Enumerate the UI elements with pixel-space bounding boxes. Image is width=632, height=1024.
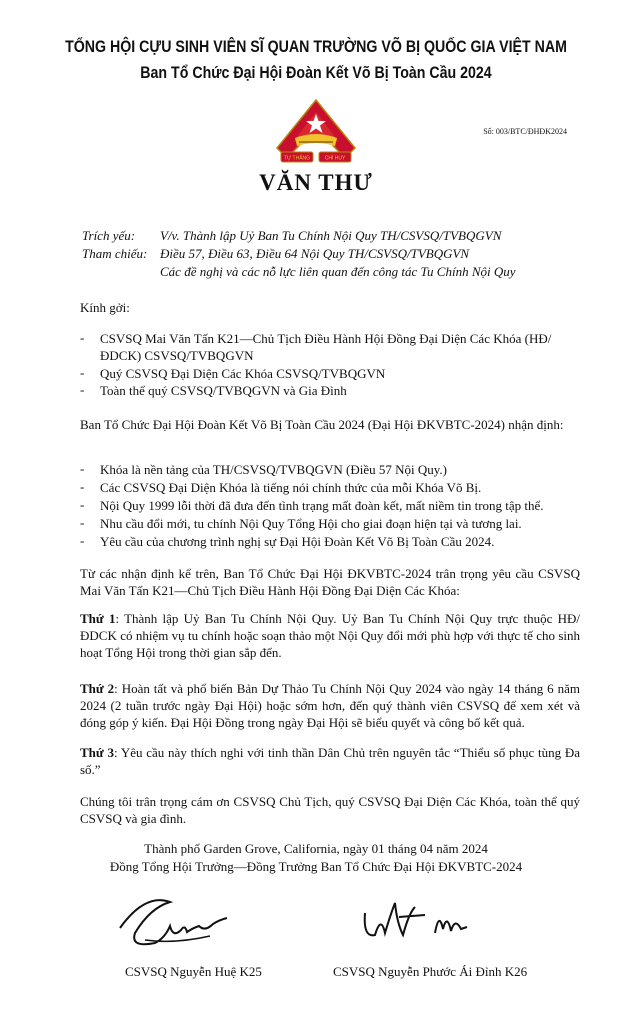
item-1-text: : Thành lập Uỷ Ban Tu Chính Nội Quy. Uỷ Ban Tu Chính Nội Quy trực thuộc HĐ/ĐDCK có nhiệm vụ tu chính hoặc soạn thảo một Nội Quy đổi mới phù hợp với thực tế cho sinh hoạt Tổng Hội trong thời gian sắp đến.: [80, 611, 581, 660]
signature-2-icon: [355, 893, 475, 953]
item-1: [80, 610, 580, 661]
finding-item: Yêu cầu của chương trình nghị sự Đại Hội Đoàn Kết Võ Bị Toàn Cầu 2024.: [100, 534, 495, 549]
recipient-item: Toàn thể quý CSVSQ/TVBQGVN và Gia Đình: [100, 383, 347, 398]
emblem-right-text: CHỈ HUY: [324, 155, 346, 162]
reference-number: Số: 003/BTC/ĐHĐK2024: [483, 127, 567, 136]
recipient-item: CSVSQ Mai Văn Tấn K21—Chủ Tịch Điều Hành Hội Đồng Đại Diện Các Khóa (HĐ/ĐDCK) CSVSQ/TVBQGVN: [100, 331, 552, 363]
page-title: VĂN THƯ: [259, 170, 373, 195]
emblem-left-text: TỰ THẮNG: [283, 155, 311, 162]
item-3-label: Thứ 3: [80, 745, 114, 760]
reference-label: Tham chiếu:: [82, 246, 148, 261]
signers-title: Đồng Tổng Hội Trưởng—Đồng Trưởng Ban Tổ Chức Đại Hội ĐKVBTC-2024: [109, 859, 523, 874]
signer-1-name: CSVSQ Nguyễn Huệ K25: [125, 964, 262, 979]
item-2-label: Thứ 2: [80, 681, 115, 696]
bullet: -: [80, 515, 85, 530]
thanks-paragraph: Chúng tôi trân trọng cám ơn CSVSQ Chủ Tịch, quý CSVSQ Đại Diện Các Khóa, toàn thể quý CSVSQ và gia đình.: [80, 794, 580, 826]
finding-item: Nhu cầu đổi mới, tu chính Nội Quy Tổng Hội cho giai đoạn hiện tại và tương lai.: [100, 516, 522, 531]
reference-value: Điều 57, Điều 63, Điều 64 Nội Quy TH/CSVSQ/TVBQGVN: [160, 246, 470, 261]
reference-value-2: Các đề nghị và các nỗ lực liên quan đến công tác Tu Chính Nội Quy: [160, 264, 516, 279]
bullet: -: [80, 365, 85, 380]
request-paragraph: Từ các nhận định kể trên, Ban Tổ Chức Đại Hội ĐKVBTC-2024 trân trọng yêu cầu CSVSQ Mai Văn Tấn K21—Chủ Tịch Điều Hành Hội Đồng Đại Diện Các Khóa:: [80, 566, 580, 598]
greeting: Kính gởi:: [80, 300, 130, 315]
item-2-text: : Hoàn tất và phổ biến Bản Dự Thảo Tu Chính Nội Quy 2024 vào ngày 14 tháng 6 năm 2024 (2 tuần trước ngày Đại Hội) hoặc sớm hơn, đến quý thành viên CSVSQ để xem xét và đóng góp ý kiến. Đại Hội Đồng trong ngày Đại Hội sẽ biểu quyết và công bố kết quả.: [80, 681, 581, 730]
item-2: [80, 680, 580, 731]
committee-name: Ban Tổ Chức Đại Hội Đoàn Kết Võ Bị Toàn Cầu 2024: [140, 64, 492, 82]
place-date: Thành phố Garden Grove, California, ngày 01 tháng 04 năm 2024: [144, 841, 488, 856]
item-1-label: Thứ 1: [80, 611, 116, 626]
finding-item: Khóa là nền tảng của TH/CSVSQ/TVBQGVN (Điều 57 Nội Quy.): [100, 462, 447, 477]
signature-1-icon: [115, 888, 235, 958]
finding-item: Nội Quy 1999 lỗi thời đã đưa đến tình trạng mất đoàn kết, mất niềm tin trong tập thể.: [100, 498, 544, 513]
emblem-icon: [275, 98, 357, 166]
finding-item: Các CSVSQ Đại Diện Khóa là tiếng nói chính thức của mỗi Khóa Võ Bị.: [100, 480, 482, 495]
item-3-text: : Yêu cầu này thích nghi với tinh thần Dân Chủ trên nguyên tắc “Thiểu số phục tùng Đa số.”: [80, 745, 581, 777]
item-3: [80, 744, 580, 778]
bullet: -: [80, 533, 85, 548]
bullet: -: [80, 497, 85, 512]
intro-paragraph: Ban Tổ Chức Đại Hội Đoàn Kết Võ Bị Toàn Cầu 2024 (Đại Hội ĐKVBTC-2024) nhận định:: [80, 417, 564, 432]
bullet: -: [80, 479, 85, 494]
bullet: -: [80, 461, 85, 476]
signer-2-name: CSVSQ Nguyễn Phước Ái Đỉnh K26: [333, 964, 528, 979]
bullet: -: [80, 382, 85, 397]
subject-label: Trích yếu:: [82, 228, 136, 243]
subject-value: V/v. Thành lập Uỷ Ban Tu Chính Nội Quy TH/CSVSQ/TVBQGVN: [160, 228, 502, 243]
recipient-item: Quý CSVSQ Đại Diện Các Khóa CSVSQ/TVBQGVN: [100, 366, 386, 381]
bullet: -: [80, 330, 85, 345]
org-name: TỔNG HỘI CỰU SINH VIÊN SĨ QUAN TRƯỜNG VÕ BỊ QUỐC GIA VIỆT NAM: [65, 38, 567, 56]
